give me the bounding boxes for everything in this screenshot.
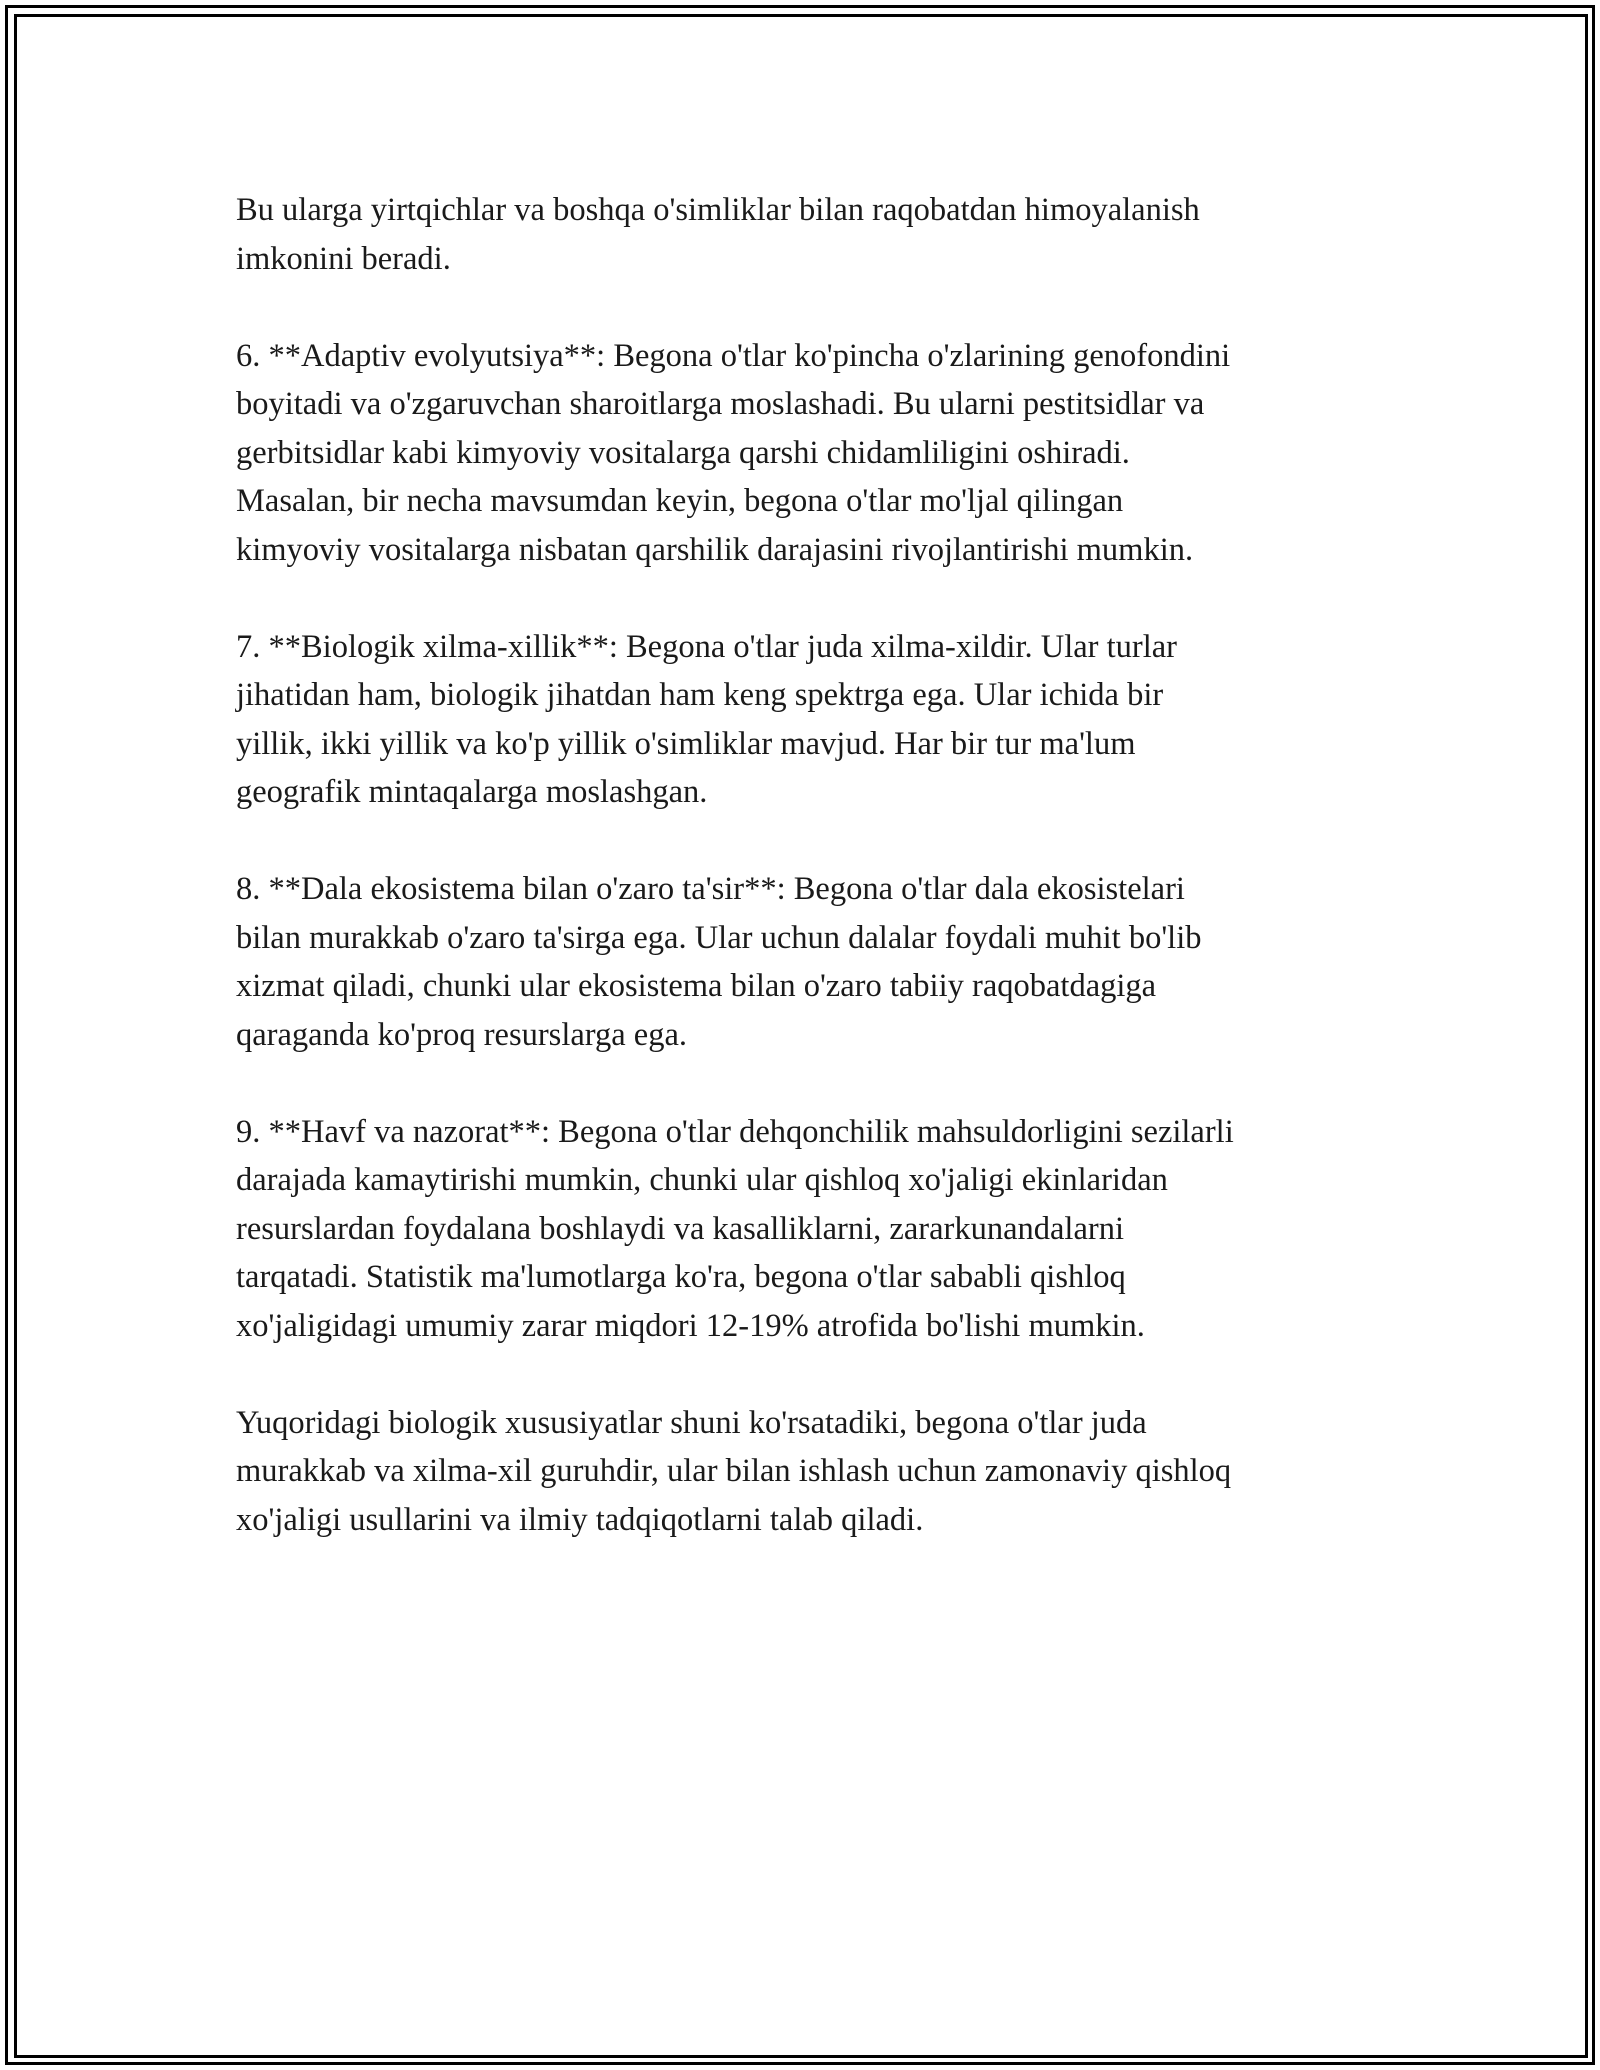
paragraph-intro-continuation: Bu ularga yirtqichlar va boshqa o'simliklar bilan raqobatdan himoyalanish imkonini beradi.: [236, 192, 1200, 277]
document-body: [236, 186, 1386, 1593]
paragraph-risk-and-control: 9. **Havf va nazorat**: Begona o'tlar dehqonchilik mahsuldorligini sezilarli darajada kamaytirishi mumkin, chunki ular qishloq xo'jaligi ekinlaridan resurslardan foydalana boshlaydi va kasalliklarni, zararkunandalarni tarqatadi. Statistik ma'lumotlarga ko'ra, begona o'tlar sababli qishloq xo'jaligidagi umumiy zarar miqdori 12-19% atrofida bo'lishi mumkin.: [236, 1113, 1234, 1344]
paragraph-adaptive-evolution: 6. **Adaptiv evolyutsiya**: Begona o'tlar ko'pincha o'zlarining genofondini boyitadi va o'zgaruvchan sharoitlarga moslashadi. Bu ularni pestitsidlar va gerbitsidlar kabi kimyoviy vositalarga qarshi chidamliligini oshiradi. Masalan, bir necha mavsumdan keyin, begona o'tlar mo'ljal qilingan kimyoviy vositalarga nisbatan qarshilik darajasini rivojlantirishi mumkin.: [236, 337, 1231, 568]
paragraph-conclusion: Yuqoridagi biologik xususiyatlar shuni ko'rsatadiki, begona o'tlar juda murakkab va xilma-xil guruhdir, ular bilan ishlash uchun zamonaviy qishloq xo'jaligi usullarini va ilmiy tadqiqotlarni talab qiladi.: [236, 1404, 1232, 1538]
paragraph-biological-diversity: 7. **Biologik xilma-xillik**: Begona o'tlar juda xilma-xildir. Ular turlar jihatidan ham, biologik jihatdan ham keng spektrga ega. Ular ichida bir yillik, ikki yillik va ko'p yillik o'simliklar mavjud. Har bir tur ma'lum geografik mintaqalarga moslashgan.: [236, 628, 1177, 810]
paragraph-field-ecosystem: 8. **Dala ekosistema bilan o'zaro ta'sir**: Begona o'tlar dala ekosistelari bilan murakkab o'zaro ta'sirga ega. Ular uchun dalalar foydali muhit bo'lib xizmat qiladi, chunki ular ekosistema bilan o'zaro tabiiy raqobatdagiga qaraganda ko'proq resurslarga ega.: [236, 871, 1202, 1053]
